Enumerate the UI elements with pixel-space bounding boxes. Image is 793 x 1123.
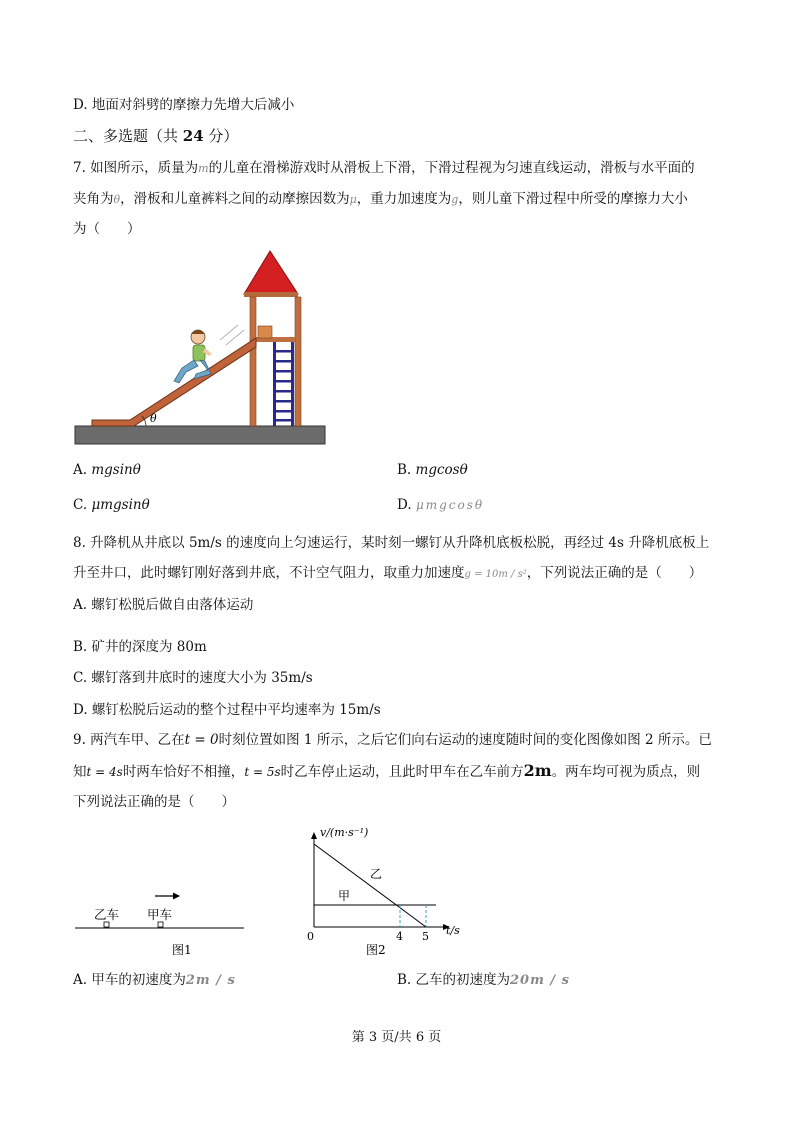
series-jia-label: 甲 [338,889,351,903]
q9-t5: t = 5s [244,765,281,779]
q7-var-mu: μ [349,193,357,206]
car-yi-marker [104,922,109,927]
q7-text: ，重力加速度为 [356,191,452,207]
option-prefix: C. [73,497,92,513]
q9-option-b [397,970,570,991]
q8-option-b: B. 矿井的深度为 80m [73,639,207,655]
q6-option-d: D. 地面对斜劈的摩擦力先增大后减小 [73,97,295,113]
ladder-rail-right [291,342,294,426]
q9-text: 时刻位置如图 1 所示，之后它们向右运动的速度随时间的变化图像如图 2 所示。已 [218,732,712,748]
figure-2 [300,822,470,962]
t-axis-label: t/s [446,924,460,937]
series-yi-label: 乙 [370,867,383,881]
slide-figure [70,248,332,450]
page-footer: 第 3 页/共 6 页 [351,1030,442,1045]
q9-line-2 [73,761,700,782]
q7-text: 夹角为 [73,191,114,207]
q9-line-1 [73,730,712,750]
q8-option-d: D. 螺钉松脱后运动的整个过程中平均速率为 15m/s [73,702,381,718]
section-title-prefix: 二、多选题（共 [73,127,183,145]
q7-line-1 [73,158,695,179]
tower-post-left [250,297,256,426]
v-axis-arrow-icon [311,832,317,839]
q8-option-a: A. 螺钉松脱后做自由落体运动 [73,597,254,613]
option-value: μmgsinθ [91,497,150,513]
tower-roof [244,251,298,294]
option-prefix: A. [73,462,92,478]
option-value: 20m / s [510,973,570,988]
q9-text: 时两车恰好不相撞， [122,764,245,780]
q9-t0: t = 0 [184,732,219,748]
motion-lines [220,325,244,345]
section-title-suffix: 分） [203,127,239,145]
child-figure [174,330,212,383]
option-prefix: D. [397,497,416,513]
q9-text: 。两车均可视为质点，则 [551,764,701,780]
q8-text: 升至井口，此时螺钉刚好落到井底，不计空气阻力，取重力加速度 [73,565,465,581]
q7-text: 的儿童在滑梯游戏时从滑板上下滑，下滑过程视为匀速直线运动，滑板与水平面的 [208,160,695,176]
origin-label: 0 [307,930,314,943]
section-heading [73,126,238,146]
slide-board [92,338,256,426]
platform-box [258,326,272,338]
roof-beam [244,292,298,297]
q8-option-c: C. 螺钉落到井底时的速度大小为 35m/s [73,670,313,686]
ladder-rungs [276,350,291,422]
q7-option-a [73,460,141,480]
option-value: mgcosθ [415,462,468,478]
figure-1-caption: 图1 [172,943,192,957]
option-value: 2m / s [185,973,236,988]
q7-var-m: m [198,162,209,175]
v-axis-label [320,826,368,839]
section-points: 24 [182,127,204,145]
tick-label-5: 5 [422,930,429,943]
v-axis-label-text: v/(m·s⁻¹) [320,826,369,839]
q8-text: ，下列说法正确的是（ ） [526,565,703,581]
q9-text: 9. 两汽车甲、乙在 [73,732,185,748]
figure-2-caption: 图2 [366,943,386,957]
q8-line-1: 8. 升降机从井底以 5m/s 的速度向上匀速运行，某时刻一螺钉从升降机底板松脱，再经过 4s 升降机底板上 [73,535,710,551]
q9-option-a [73,970,236,991]
q8-g-value: g = 10m / s² [464,569,527,580]
q7-line-2 [73,189,688,210]
q7-option-b [397,460,468,480]
q8-line-2 [73,563,702,585]
option-text: B. 乙车的初速度为 [397,972,511,988]
ladder-rail-left [273,342,276,426]
tower-post-right [295,297,301,426]
series-yi-line [314,844,426,927]
q7-text: ，则儿童下滑过程中所受的摩擦力大小 [458,191,688,207]
q9-text: 时乙车停止运动，且此时甲车在乙车前方 [280,764,524,780]
option-prefix: B. [397,462,416,478]
option-value: mgsinθ [91,462,141,478]
tick-label-4: 4 [396,930,403,943]
q9-t4: t = 4s [86,765,123,779]
q9-line-3: 下列说法正确的是（ ） [73,794,235,810]
option-text: A. 甲车的初速度为 [73,972,186,988]
angle-label: θ [150,412,157,425]
q7-option-d [397,495,484,515]
car-yi-label: 乙车 [94,907,120,922]
q7-option-c [73,495,150,515]
direction-arrow-icon [173,893,180,900]
q9-distance: 2m [523,761,552,780]
q7-var-g: g [451,193,459,206]
option-value: μmgcosθ [415,498,485,512]
figure-1 [72,880,247,960]
q7-line-3: 为（ ） [73,221,141,237]
car-jia-marker [158,922,163,927]
car-jia-label: 甲车 [147,907,173,922]
q7-text: ，滑板和儿童裤料之间的动摩擦因数为 [120,191,350,207]
ground [75,426,325,444]
q9-text: 知 [73,764,87,780]
q7-text: 7. 如图所示，质量为 [73,160,199,176]
q7-var-theta: θ [113,193,121,206]
